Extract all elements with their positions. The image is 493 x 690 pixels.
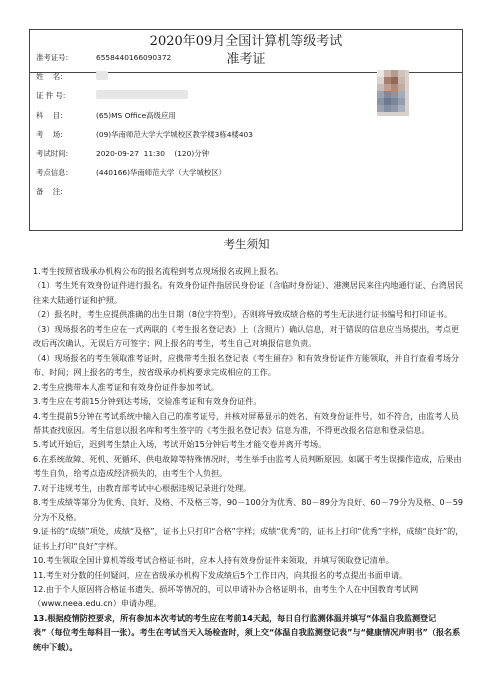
field-label: 考点信息:: [36, 168, 69, 178]
notice-item: （3）现场报名的考生应在一式两联的《考生报名登记表》上（含照片）确认信息，对于错误的信息应当场提出，考点更改后再次确认，无误后方可签字；网上报名的考生，考生自己对填报信息负责。: [33, 323, 460, 349]
notice-item: 10.考生领取全国计算机等级考试合格证书时，应本人持有效身份证件来领取，并填写领取登记清单。: [33, 555, 394, 566]
notice-item: 7.对于违规考生，由教育部考试中心根据违规记录进行处理。: [33, 482, 252, 493]
notice-item: （1）考生凭有效身份证件进行报名。有效身份证件指居民身份证（含临时身份证）、港澳居民来往内地通行证、台湾居民往来大陆通行证和护照。: [33, 280, 464, 305]
field-label: 证 件 号:: [36, 91, 66, 101]
field-value-redacted: [96, 71, 108, 82]
notice-item: 3.考生应在考前15分钟到达考场，交验准考证和有效身份证件。: [33, 396, 262, 407]
field-label: 考试时间:: [36, 149, 69, 159]
notice-item: 8.考生成绩等第分为优秀、良好、及格、不及格三等，90－100分为优秀、80－89分为良好、60－79分为及格、0－59分为不及格。: [33, 497, 464, 522]
field-exam-time: [36, 144, 253, 163]
notice-item: 6.在系统故障、死机、死循环、供电故障等特殊情况时，考生举手由监考人员判断原因。如属于考生误操作造成，后果由考生自负，给考点造成经济损失的，由考生个人负担。: [33, 453, 462, 479]
field-label: 考 场:: [36, 129, 63, 139]
ticket-fields: [36, 48, 253, 202]
notice-item: 12.由于个人原因将合格证书遗失、损坏等情况的，可以申请补办合格证明书，由考生个人在中国教育考试网（www.neea.edu.cn）申请办理。: [33, 583, 419, 609]
notice-item: 2.考生应携带本人准考证和有效身份证件参加考试。: [33, 381, 219, 392]
notice-body: [33, 264, 465, 654]
notice-item: 4.考生提前5分钟在考试系统中输入自己的准考证号，并核对屏幕显示的姓名、有效身份证件号，如不符合，由监考人员帮其查找原因。考生信息以报名库和考生签字的《考生报名登记表》信息为准，不得更改报名信息和登录信息。: [33, 410, 459, 435]
notice-item: 11.考生对分数的任何疑问，应在省级承办机构下发成绩后5个工作日内，向其报名的考点提出书面申请。: [33, 569, 408, 580]
field-remarks: [36, 182, 253, 201]
field-value: 6558440166090372: [96, 53, 172, 63]
field-value: (09)华南师范大学大学城校区教学楼3栋4楼403: [96, 129, 253, 139]
field-label: 科 目:: [36, 110, 63, 120]
field-subject: [36, 106, 253, 125]
field-value-redacted: [96, 90, 188, 101]
ticket-title: 2020年09月全国计算机等级考试: [149, 34, 343, 49]
field-label: 备 注:: [36, 187, 63, 197]
field-value: (65)MS Office高级应用: [96, 110, 176, 120]
field-label: 姓 名:: [36, 72, 63, 82]
field-name: [36, 67, 253, 86]
notice-title: 考生须知: [223, 237, 270, 251]
field-id-number: [36, 86, 253, 105]
notice-item: 1.考生按照省级承办机构公布的报名流程到考点现场报名或网上报名。: [33, 266, 284, 276]
notice-item: （4）现场报名的考生领取准考证时，应携带考生报名登记表《考生留存》和有效身份证件方能领取，并自行查看考场分布、时间；网上报名的考生，按省级承办机构要求完成相应的工作。: [33, 352, 460, 378]
notice-item: 5.考试开始后，迟到考生禁止入场，考试开始15分钟后考生才能交卷并离开考场。: [33, 439, 327, 450]
field-label: 准考证号:: [36, 53, 69, 63]
field-ticket-number: [36, 48, 253, 67]
ticket-subtitle: 准考证: [226, 52, 266, 67]
notice-item: （2）报名时，考生应提供准确的出生日期（8位字符型），否则将导致成绩合格的考生无法进行证书编号和打印证书。: [33, 309, 453, 320]
field-value: (440166)华南师范大学（大学城校区）: [96, 168, 227, 178]
candidate-photo-pixelated: [377, 70, 409, 116]
notice-item-epidemic: 13.根据疫情防控要求，所有参加本次考试的考生应在考前14天起，每日自行监测体温并填写“体温自我监测登记表”（每位考生每科目一张）。考生在考试当天入场检查时，须上交“体温自我监测登记表”与“健康情况声明书”（报名系统中下载）。: [33, 612, 461, 652]
field-exam-room: [36, 125, 253, 144]
notice-item: 9.证书的“成绩”项处，成绩“及格”，证书上只打印“合格”字样；成绩“优秀”的，证书上打印“优秀”字样，成绩“良好”的，证书上打印“良好”字样。: [33, 526, 464, 551]
field-test-center: [36, 163, 253, 182]
field-value: 2020-09-27 11:30 (120)分钟: [96, 149, 209, 159]
